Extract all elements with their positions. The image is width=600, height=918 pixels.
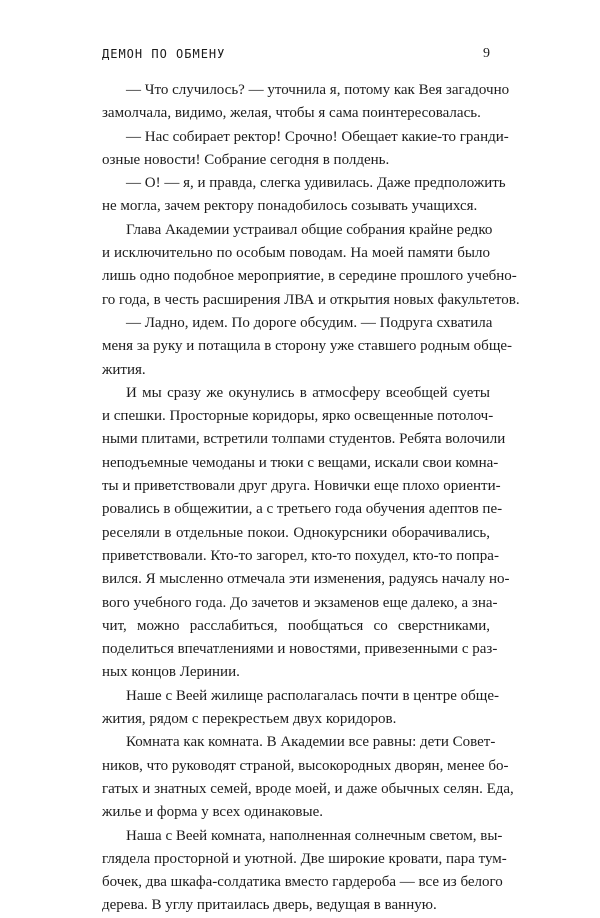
text-line: Глава Академии устраивал общие собрания крайне редко [126,221,493,238]
text-line: — Нас собирает ректор! Срочно! Обещает какие-то гранди- [126,128,509,145]
page-number: 9 [483,46,490,61]
text-line: меня за руку и потащила в сторону уже ставшего родным обще- [102,338,513,355]
text-line: ными плитами, встретили толпами студентов. Ребята волочили [102,431,506,448]
text-line: жилье и форма у всех одинаковые. [102,804,323,821]
text-line: жития. [102,361,146,378]
body-text [102,79,520,918]
text-line: гатых и знатных семей, вроде моей, и даже обычных селян. Еда, [102,780,514,797]
text-line: ных концов Леринии. [102,664,240,681]
text-line: — О! — я, и правда, слегка удивилась. Даже предположить [126,175,506,192]
text-line: И мы сразу же окунулись в атмосферу всеобщей суеты [126,384,490,401]
text-line: чит, можно расслабиться, пообщаться со сверстниками, [102,617,490,634]
text-line: реселяли в отдельные покои. Однокурсники оборачивались, [102,524,490,541]
text-line: и исключительно по особым поводам. На моей памяти было [102,245,490,262]
text-line: поделиться впечатлениями и новостями, привезенными с раз- [102,641,498,658]
text-line: — Ладно, идем. По дороге обсудим. — Подруга схватила [126,314,493,331]
text-line: вого учебного года. До зачетов и экзаменов еще далеко, а зна- [102,594,498,611]
text-line: неподъемные чемоданы и тюки с вещами, искали свои комна- [102,454,499,471]
text-line: ровались в общежитии, а с третьего года обучения адептов пе- [102,501,503,518]
text-line: Комната как комната. В Академии все равны: дети Совет- [126,734,496,751]
text-line: Наше с Веей жилище располагалась почти в центре обще- [126,687,499,704]
text-line: приветствовали. Кто-то загорел, кто-то похудел, кто-то попра- [102,547,499,564]
running-title: ДЕМОН ПО ОБМЕНУ [102,47,226,61]
text-line: го года, в честь расширения ЛВА и открытия новых факультетов. [102,291,520,308]
text-line: ты и приветствовали друг друга. Новички еще плохо ориенти- [102,478,501,495]
text-line: жития, рядом с перекрестьем двух коридоров. [102,711,397,728]
text-line: глядела просторной и уютной. Две широкие кровати, пара тум- [102,850,507,867]
text-line: — Что случилось? — уточнила я, потому как Вея загадочно [126,82,510,98]
text-line: озные новости! Собрание сегодня в полдень. [102,151,390,168]
text-line: Наша с Веей комната, наполненная солнечным светом, вы- [126,827,503,844]
text-line: лишь одно подобное мероприятие, в середине прошлого учебно- [102,268,517,285]
text-line: и спешки. Просторные коридоры, ярко освещенные потолоч- [102,408,494,425]
text-line: замолчала, видимо, желая, чтобы я сама поинтересовалась. [102,105,481,122]
text-line: не могла, зачем ректору понадобилось созывать учащихся. [102,198,478,215]
text-line: бочек, два шкафа-солдатика вместо гардероба — все из белого [102,874,503,891]
text-line: ников, что руководят страной, высокородных дворян, менее бо- [102,757,509,774]
text-line: дерева. В углу притаилась дверь, ведущая в ванную. [102,897,437,914]
text-line: вился. Я мысленно отмечала эти изменения, радуясь началу но- [102,571,510,588]
